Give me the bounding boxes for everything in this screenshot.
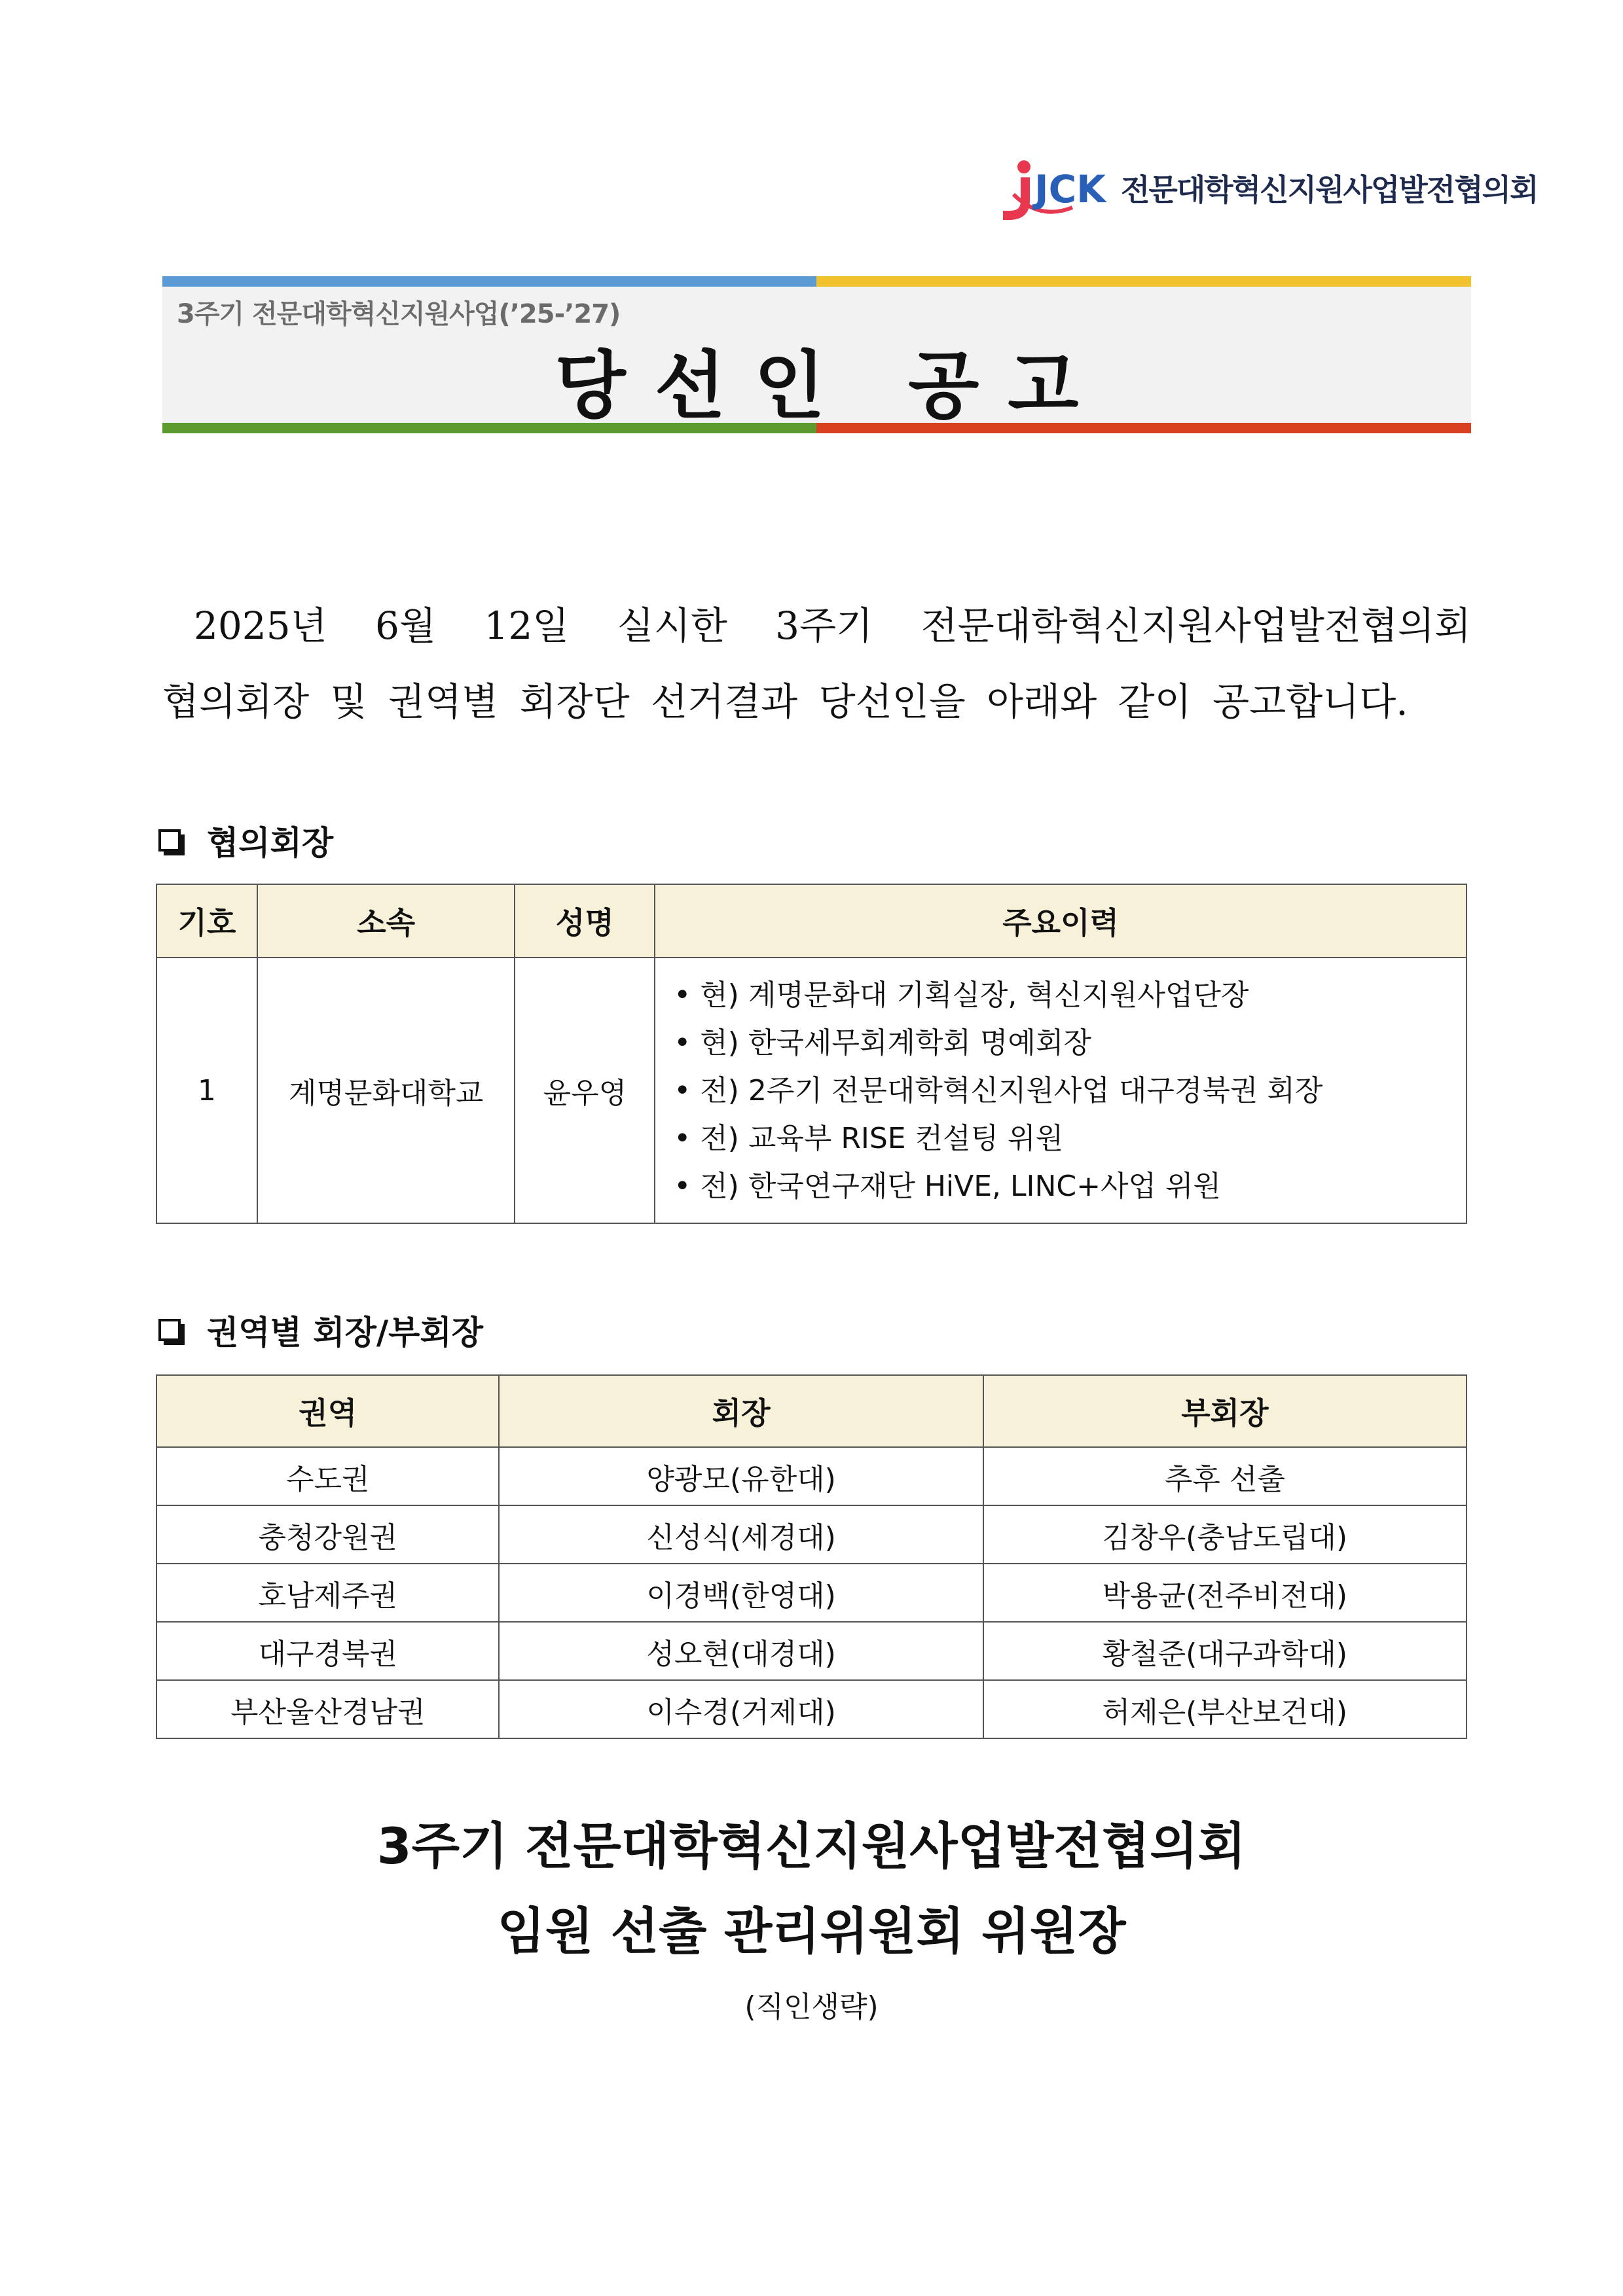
cell-vice: 황철준(대구과학대) (983, 1622, 1467, 1680)
checkbox-bullet-icon (158, 1319, 181, 1341)
logo-ck-text: JCK (1034, 167, 1106, 211)
banner-bar-blue (162, 276, 816, 287)
banner-subtitle: 3주기 전문대학혁신지원사업(’25-’27) (177, 299, 621, 329)
table-header-row (156, 884, 1467, 958)
cell-vice: 김창우(충남도립대) (983, 1505, 1467, 1564)
cell-president: 이경백(한영대) (499, 1564, 983, 1622)
cell-region: 부산울산경남권 (156, 1680, 499, 1738)
cell-vice: 허제은(부산보건대) (983, 1680, 1467, 1738)
section-heading-text: 권역별 회장/부회장 (207, 1314, 484, 1352)
table-row (156, 1505, 1467, 1564)
cell-no: 1 (156, 958, 257, 1223)
cell-president: 신성식(세경대) (499, 1505, 983, 1564)
cell-president: 양광모(유한대) (499, 1447, 983, 1505)
cell-region: 수도권 (156, 1447, 499, 1505)
cell-vice: 박용균(전주비전대) (983, 1564, 1467, 1622)
page-title: 당선인 공고 (555, 344, 1108, 429)
col-header-region: 권역 (156, 1375, 499, 1447)
banner-bar-yellow (816, 276, 1471, 287)
cell-name: 윤우영 (515, 958, 655, 1223)
cell-region: 대구경북권 (156, 1622, 499, 1680)
col-header-president: 회장 (499, 1375, 983, 1447)
regional-table (156, 1374, 1467, 1739)
cell-president: 성오현(대경대) (499, 1622, 983, 1680)
president-table (156, 884, 1467, 1224)
col-header-name: 성명 (515, 884, 655, 958)
cell-president: 이수경(거제대) (499, 1680, 983, 1738)
cell-vice: 추후 선출 (983, 1447, 1467, 1505)
table-row (156, 1622, 1467, 1680)
section-heading-text: 협의회장 (207, 824, 334, 862)
jck-logo-mark-icon (1000, 155, 1112, 221)
career-item: • 현) 한국세무회계학회 명예회장 (674, 1026, 1091, 1060)
intro-paragraph (162, 588, 1471, 740)
col-header-career: 주요이력 (655, 884, 1467, 958)
cell-region: 호남제주권 (156, 1564, 499, 1622)
career-item: • 현) 계명문화대 기획실장, 혁신지원사업단장 (674, 978, 1249, 1012)
col-header-affiliation: 소속 (257, 884, 515, 958)
issuer-line-2: 임원 선출 관리위원회 위원장 (497, 1902, 1126, 1960)
cell-affiliation: 계명문화대학교 (257, 958, 515, 1223)
table-row (156, 1564, 1467, 1622)
table-row (156, 958, 1467, 1223)
title-banner (162, 276, 1471, 433)
table-row (156, 1447, 1467, 1505)
career-item: • 전) 교육부 RISE 컨설팅 위원 (674, 1121, 1064, 1155)
col-header-no: 기호 (156, 884, 257, 958)
intro-line-1: 2025년 6월 12일 실시한 3주기 전문대학혁신지원사업발전협의회 (194, 603, 1471, 648)
issuer-line-1: 3주기 전문대학혁신지원사업발전협의회 (376, 1817, 1247, 1875)
seal-omitted-note: (직인생략) (744, 1990, 879, 2024)
cell-career (655, 958, 1467, 1223)
career-item: • 전) 한국연구재단 HiVE, LINC+사업 위원 (674, 1169, 1222, 1203)
section-heading-regional (158, 1306, 483, 1354)
table-row (156, 1680, 1467, 1738)
table-header-row (156, 1375, 1467, 1447)
col-header-vice: 부회장 (983, 1375, 1467, 1447)
intro-line-2: 협의회장 및 권역별 회장단 선거결과 당선인을 아래와 같이 공고합니다. (162, 679, 1408, 724)
cell-region: 충청강원권 (156, 1505, 499, 1564)
section-heading-president (158, 817, 333, 864)
checkbox-bullet-icon (158, 829, 181, 852)
career-item: • 전) 2주기 전문대학혁신지원사업 대구경북권 회장 (674, 1073, 1323, 1107)
logo-text: 전문대학혁신지원사업발전협의회 (1121, 172, 1538, 207)
jck-logo (1000, 152, 1538, 224)
